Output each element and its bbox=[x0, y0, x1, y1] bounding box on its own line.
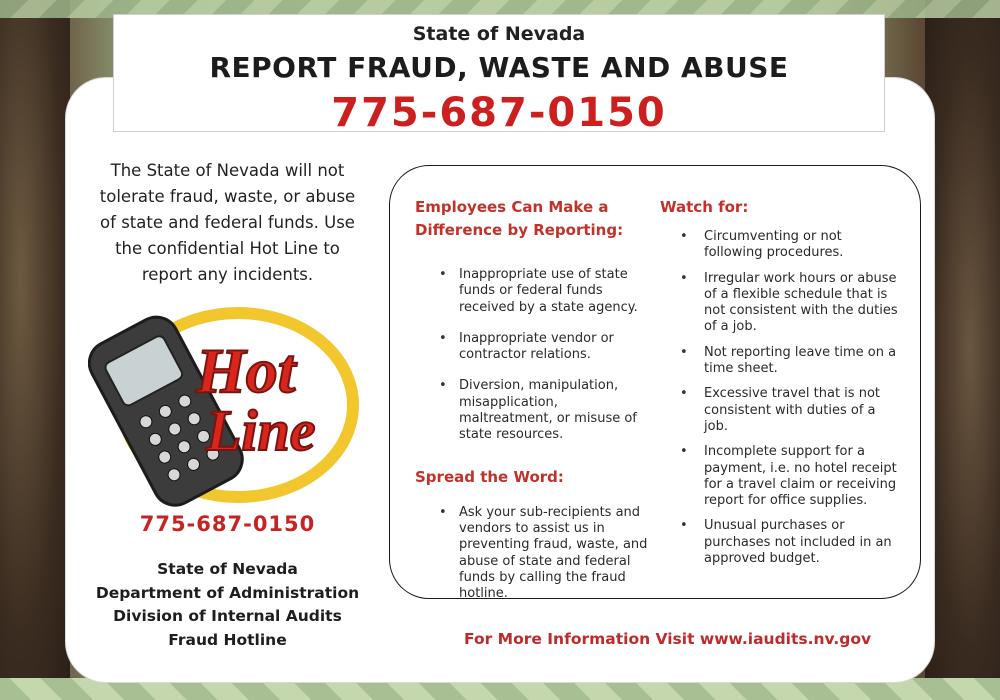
header-banner bbox=[113, 14, 885, 136]
background-foliage-right bbox=[925, 0, 1000, 700]
hotline-logo bbox=[88, 300, 378, 510]
list-item: • Irregular work hours or abuse of a flexible schedule that is not consistent with the duties of a job. bbox=[660, 271, 900, 336]
more-info-link[interactable]: For More Information Visit www.iaudits.nv.gov bbox=[464, 630, 872, 648]
org-line-state: State of Nevada bbox=[157, 560, 298, 578]
hotline-word-hot: Hot bbox=[196, 335, 296, 406]
hotline-word-line: Line bbox=[206, 398, 316, 463]
list-item: • Ask your sub-recipients and vendors to assist us in preventing fraud, waste, and abuse of state and federal funds by calling the fraud hotline. bbox=[415, 505, 655, 603]
employees-heading-line1: Employees Can Make a bbox=[415, 198, 609, 216]
org-line-division: Division of Internal Audits bbox=[113, 607, 342, 625]
list-item: • Unusual purchases or purchases not included in an approved budget. bbox=[660, 518, 900, 567]
page-title: REPORT FRAUD, WASTE AND ABUSE bbox=[209, 51, 789, 84]
organization-block bbox=[95, 558, 360, 652]
watch-list bbox=[660, 229, 900, 567]
watch-heading: Watch for: bbox=[660, 198, 749, 216]
background-foliage-left bbox=[0, 0, 70, 700]
employees-heading bbox=[415, 196, 655, 242]
employees-heading-line2: Difference by Reporting: bbox=[415, 221, 624, 239]
list-item: • Inappropriate use of state funds or federal funds received by a state agency. bbox=[415, 267, 655, 316]
employees-list bbox=[415, 267, 655, 444]
org-line-department: Department of Administration bbox=[95, 583, 360, 602]
spread-list bbox=[415, 505, 655, 603]
left-column bbox=[415, 196, 655, 602]
spread-heading: Spread the Word: bbox=[415, 467, 564, 486]
list-item: • Inappropriate vendor or contractor relations. bbox=[415, 331, 655, 364]
header-phone-number: 775-687-0150 bbox=[331, 90, 667, 136]
list-item: • Not reporting leave time on a time sheet. bbox=[660, 345, 900, 378]
intro-text: The State of Nevada will not tolerate fraud, waste, or abuse of state and federal funds. Use the confidential Hot Line to report any incidents. bbox=[99, 161, 356, 284]
sidebar-phone-number: 775-687-0150 bbox=[139, 512, 316, 536]
list-item: • Circumventing or not following procedures. bbox=[660, 229, 900, 262]
right-column bbox=[660, 196, 900, 567]
header-state: State of Nevada bbox=[412, 23, 586, 45]
list-item: • Diversion, manipulation, misapplication, maltreatment, or misuse of state resources. bbox=[415, 378, 655, 443]
list-item: • Incomplete support for a payment, i.e. no hotel receipt for a travel claim or receiving report for office supplies. bbox=[660, 444, 900, 509]
list-item: • Excessive travel that is not consistent with duties of a job. bbox=[660, 386, 900, 435]
org-line-hotline: Fraud Hotline bbox=[168, 630, 287, 649]
